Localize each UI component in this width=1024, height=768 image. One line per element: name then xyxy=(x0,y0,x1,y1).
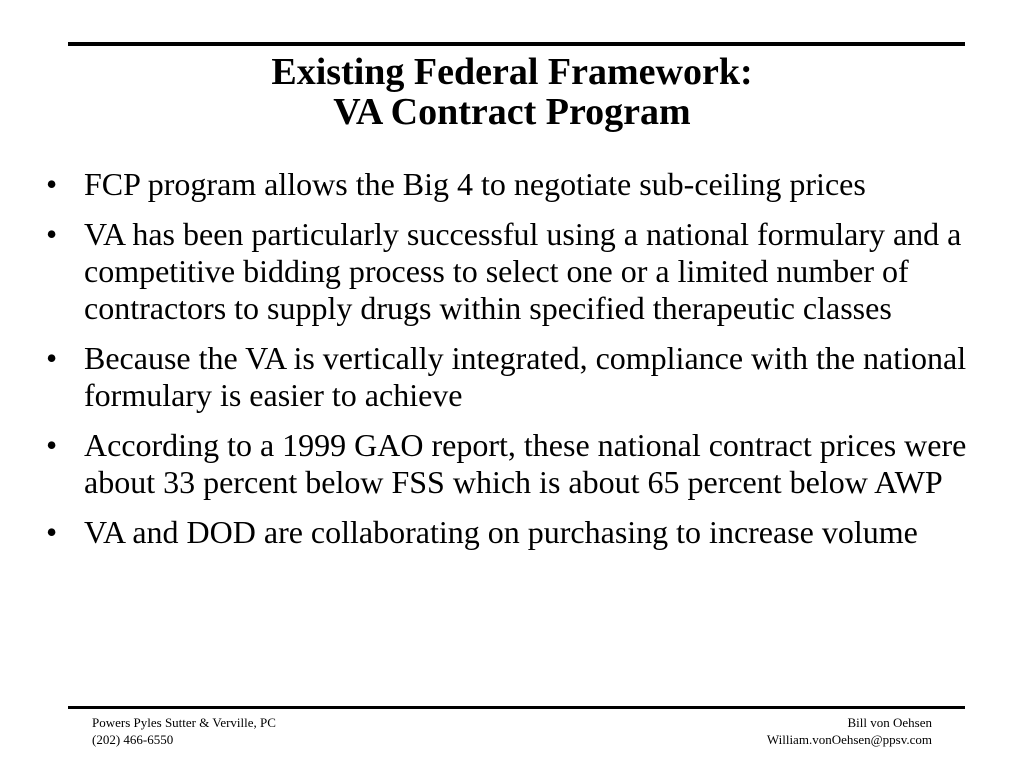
slide-title xyxy=(0,52,1024,132)
bullet-text: VA and DOD are collaborating on purchasing to increase volume xyxy=(84,514,918,550)
bullet-item xyxy=(46,340,976,414)
bullet-item xyxy=(46,514,976,551)
footer-right xyxy=(767,714,932,748)
footer-left xyxy=(92,714,276,748)
bullet-item xyxy=(46,427,976,501)
bullet-item xyxy=(46,216,976,327)
bullet-list xyxy=(46,166,976,564)
bullet-text: According to a 1999 GAO report, these national contract prices were about 33 percent below FSS which is about 65 percent below AWP xyxy=(84,427,967,500)
bullet-dot-icon: • xyxy=(46,216,58,252)
bullet-text: VA has been particularly successful using a national formulary and a competitive bidding process to select one or a limited number of contractors to supply drugs within specified therapeutic classes xyxy=(84,216,962,326)
bullet-text: FCP program allows the Big 4 to negotiate sub-ceiling prices xyxy=(84,166,866,202)
footer-author-name: Bill von Oehsen xyxy=(847,715,932,730)
slide-title-line-2: VA Contract Program xyxy=(333,91,691,133)
bullet-dot-icon: • xyxy=(46,166,58,202)
footer-phone: (202) 466-6550 xyxy=(92,732,174,747)
bullet-dot-icon: • xyxy=(46,340,58,376)
slide-title-line-1: Existing Federal Framework: xyxy=(271,51,753,93)
bullet-dot-icon: • xyxy=(46,427,58,463)
bottom-divider xyxy=(68,706,965,709)
top-divider xyxy=(68,42,965,46)
bullet-text: Because the VA is vertically integrated, compliance with the national formulary is easier to achieve xyxy=(84,340,967,413)
footer-email: William.vonOehsen@ppsv.com xyxy=(766,732,932,747)
footer-firm-name: Powers Pyles Sutter & Verville, PC xyxy=(92,715,276,730)
bullet-dot-icon: • xyxy=(46,514,58,550)
bullet-item xyxy=(46,166,976,203)
